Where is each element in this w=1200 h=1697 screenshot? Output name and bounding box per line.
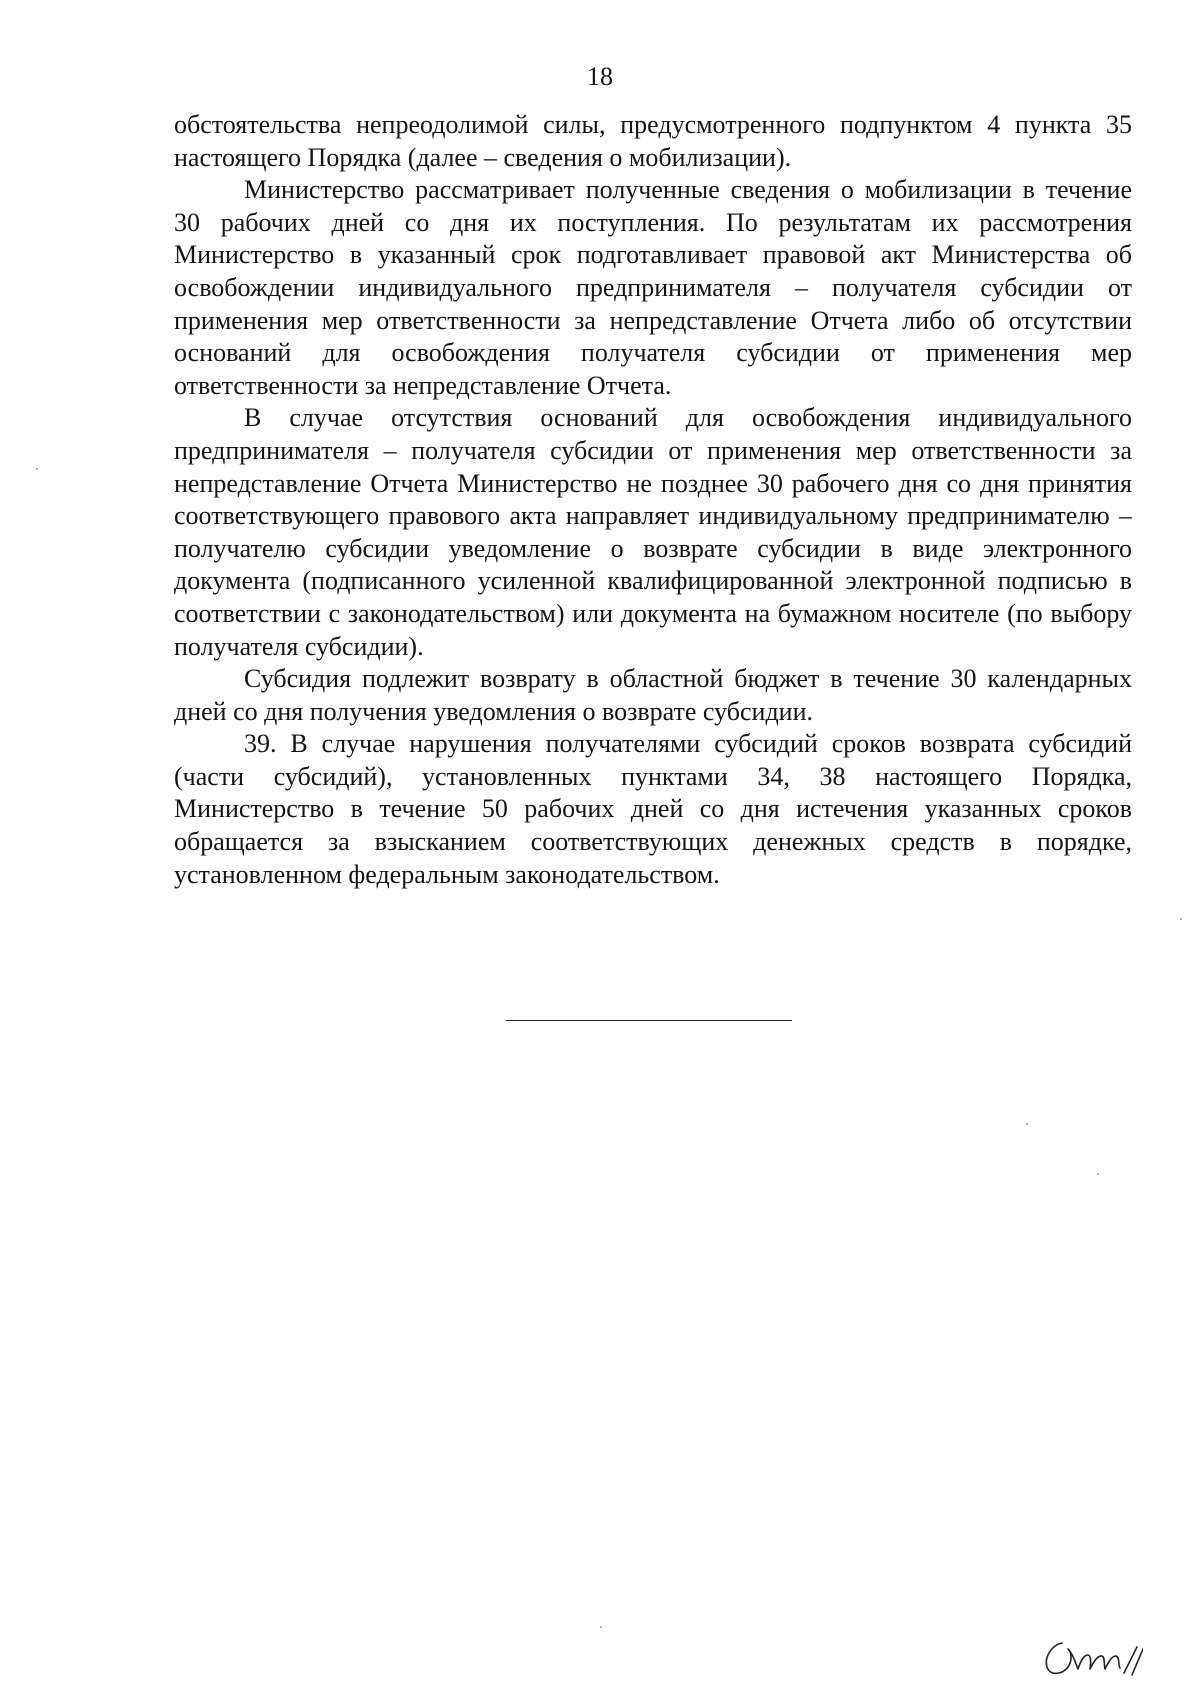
- paragraph-continuation: обстоятельства непреодолимой силы, предусмотренного подпунктом 4 пункта 35 настоящего Порядка (далее – сведения о мобилизации).: [174, 110, 1132, 172]
- scan-speck: [600, 1626, 602, 1628]
- initials-signature: [1038, 1625, 1143, 1683]
- scan-speck: [1097, 1173, 1099, 1175]
- scan-speck: [1026, 1123, 1028, 1125]
- paragraph-clause-39: 39. В случае нарушения получателями субсидий сроков возврата субсидий (части субсидий), установленных пунктами 34, 38 настоящего Порядка, Министерство в течение 50 рабочих дней со дня истечения указанных сроков обращается за взысканием соответствующих денежных средств в порядке, установленном федеральным законодательством.: [174, 729, 1132, 889]
- scan-speck: [1180, 918, 1182, 920]
- paragraph-refund-deadline: Субсидия подлежит возврату в областной бюджет в течение 30 календарных дней со дня получения уведомления о возврате субсидии.: [174, 664, 1132, 726]
- scan-speck: [36, 468, 38, 470]
- document-body: [174, 109, 1132, 891]
- paragraph-mobilization-review: Министерство рассматривает полученные сведения о мобилизации в течение 30 рабочих дней со дня их поступления. По результатам их рассмотрения Министерство в указанный срок подготавливает правовой акт Министерства об освобождении индивидуального предпринимателя – получателя субсидии от применения мер ответственности за непредставление Отчета либо об отсутствии оснований для освобождения получателя субсидии от применения мер ответственности за непредставление Отчета.: [174, 175, 1132, 400]
- paragraph-refund-notice: В случае отсутствия оснований для освобождения индивидуального предпринимателя – получателя субсидии от применения мер ответственности за непредставление Отчета Министерство не позднее 30 рабочего дня со дня принятия соответствующего правового акта направляет индивидуальному предпринимателю – получателю субсидии уведомление о возврате субсидии в виде электронного документа (подписанного усиленной квалифицированной электронной подписью в соответствии с законодательством) или документа на бумажном носителе (по выбору получателя субсидии).: [174, 403, 1132, 661]
- page-number: 18: [587, 62, 613, 91]
- end-of-text-rule: [506, 1020, 792, 1021]
